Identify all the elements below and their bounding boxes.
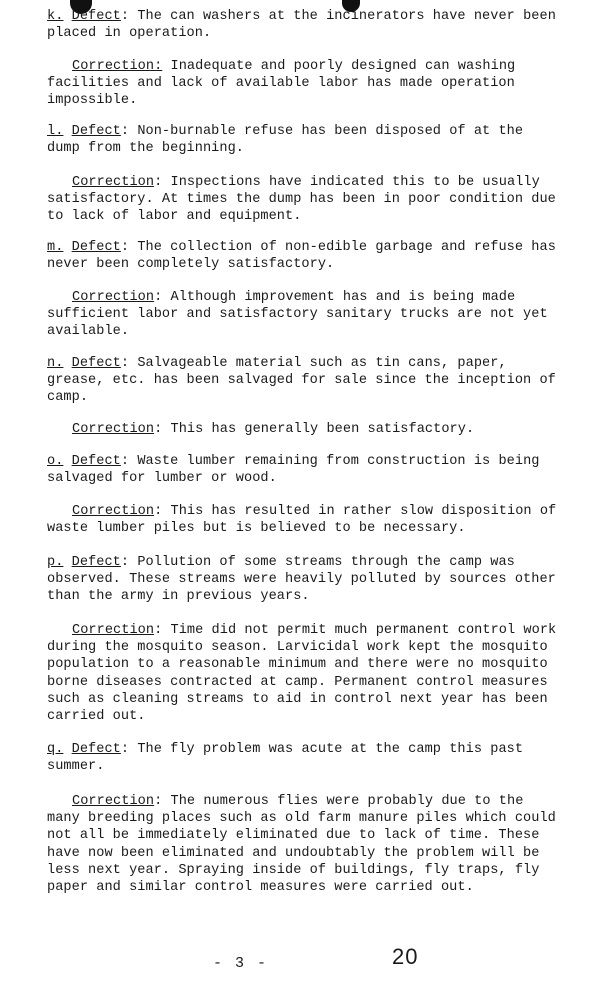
defect-label: Defect — [71, 124, 121, 139]
correction-label: Correction — [72, 175, 155, 190]
correction-label: Correction — [72, 504, 155, 519]
defect-paragraph-m: m. Defect: The collection of non-edible garbage and refuse has never been completely satisfactory. — [47, 240, 556, 273]
item-letter: p. — [47, 555, 64, 570]
defect-text: Salvageable material such as tin cans, paper, grease, etc. has been salvaged for sale since the inception of camp. — [47, 356, 556, 406]
item-letter: m. — [47, 240, 64, 255]
item-letter: k. — [47, 9, 64, 24]
defect-label: Defect — [71, 742, 121, 757]
correction-label: Correction — [72, 794, 155, 809]
defect-text: Waste lumber remaining from construction is being salvaged for lumber or wood. — [47, 454, 540, 487]
correction-paragraph-m: Correction: Although improvement has and is being made sufficient labor and satisfactory sanitary trucks are not yet available. — [47, 290, 548, 340]
correction-text: The numerous flies were probably due to the many breeding places such as old farm manure piles which could not all be immediately eliminated due to lack of time. These have now been eliminated and undoubtably the problem will be less next year. Spraying inside of buildings, fly traps, fly paper and similar control measures were carried out. — [47, 794, 556, 896]
defect-text: The collection of non-edible garbage and refuse has never been completely satisfactory. — [47, 240, 556, 273]
correction-paragraph-k — [47, 58, 557, 110]
correction-text: This has generally been satisfactory. — [170, 422, 475, 437]
defect-label: Defect — [71, 240, 121, 255]
handwritten-page-number: 20 — [392, 944, 419, 969]
correction-label: Correction — [72, 623, 155, 638]
defect-label: Defect — [71, 9, 121, 24]
defect-paragraph-k: k. Defect: The can washers at the incinerators have never been placed in operation. — [47, 9, 556, 42]
correction-paragraph-o: Correction: This has resulted in rather slow disposition of waste lumber piles but is believed to be necessary. — [47, 504, 557, 537]
correction-text: Inadequate and poorly designed can washing facilities and lack of available labor has made operation impossible. — [47, 59, 516, 109]
correction-paragraph-p: Correction: Time did not permit much permanent control work during the mosquito season. Larvicidal work kept the mosquito population to a reasonable minimum and there were no mosquito borne diseases contracted at camp. Permanent control measures such as cleaning streams to aid in control next year has been carried out. — [47, 623, 557, 725]
correction-label: Correction: — [72, 59, 163, 74]
correction-paragraph-q: Correction: The numerous flies were probably due to the many breeding places such as old farm manure piles which could not all be immediately eliminated due to lack of time. These have now been eliminated and undoubtably the problem will be less next year. Spraying inside of buildings, fly traps, fly paper and similar control measures were carried out. — [47, 794, 556, 896]
correction-text: Although improvement has and is being made sufficient labor and satisfactory sanitary trucks are not yet available. — [47, 290, 548, 340]
defect-paragraph-o: o. Defect: Waste lumber remaining from construction is being salvaged for lumber or wood. — [47, 454, 540, 487]
defect-label: Defect — [71, 555, 121, 570]
item-letter: q. — [47, 742, 64, 757]
defect-paragraph-l: l. Defect: Non-burnable refuse has been disposed of at the dump from the beginning. — [47, 124, 524, 157]
defect-paragraph-q: q. Defect: The fly problem was acute at the camp this past summer. — [47, 742, 524, 775]
defect-text: Non-burnable refuse has been disposed of at the dump from the beginning. — [47, 124, 524, 157]
correction-text: Time did not permit much permanent control work during the mosquito season. Larvicidal work kept the mosquito population to a reasonable minimum and there were no mosquito borne diseases contracted at camp. Permanent control measures such as cleaning streams to aid in control next year has been carried out. — [47, 623, 557, 725]
correction-paragraph-l: Correction: Inspections have indicated this to be usually satisfactory. At times the dump has been in poor condition due to lack of labor and equipment. — [47, 175, 556, 225]
item-letter: n. — [47, 356, 64, 371]
defect-paragraph-p: p. Defect: Pollution of some streams through the camp was observed. These streams were heavily polluted by sources other than the army in previous years. — [47, 555, 556, 605]
correction-paragraph-n: Correction: This has generally been satisfactory. — [72, 422, 475, 437]
defect-text: Pollution of some streams through the camp was observed. These streams were heavily polluted by sources other than the army in previous years. — [47, 555, 556, 605]
defect-text: The can washers at the incinerators have never been placed in operation. — [47, 9, 556, 42]
defect-label: Defect — [71, 356, 121, 371]
defect-paragraph-n: n. Defect: Salvageable material such as tin cans, paper, grease, etc. has been salvaged for sale since the inception of camp. — [47, 356, 556, 406]
correction-label: Correction — [72, 290, 155, 305]
page-number: - 3 - — [213, 955, 269, 972]
correction-text: This has resulted in rather slow disposition of waste lumber piles but is believed to be necessary. — [47, 504, 557, 537]
item-letter: l. — [47, 124, 64, 139]
defect-text: The fly problem was acute at the camp this past summer. — [47, 742, 524, 775]
correction-label: Correction — [72, 422, 155, 437]
defect-label: Defect — [71, 454, 121, 469]
item-letter: o. — [47, 454, 64, 469]
correction-text: Inspections have indicated this to be usually satisfactory. At times the dump has been in poor condition due to lack of labor and equipment. — [47, 175, 556, 225]
